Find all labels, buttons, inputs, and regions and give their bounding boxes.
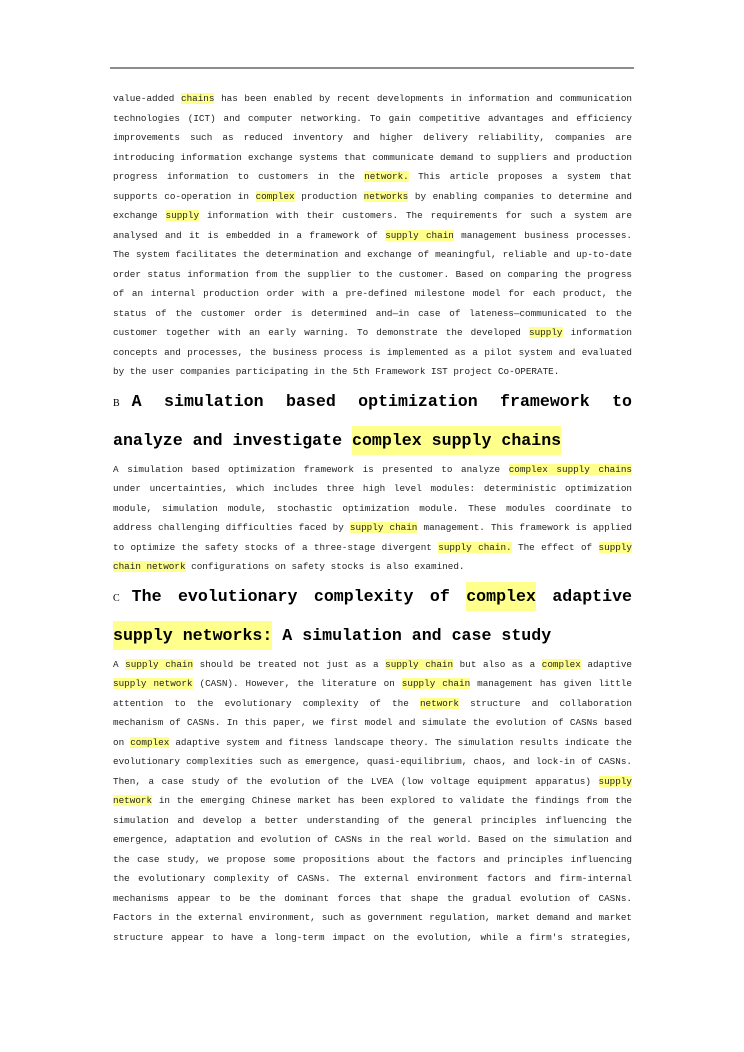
highlighted-term: supply chain. — [438, 541, 512, 553]
text-segment: has been enabled by recent developments in information and communication — [214, 93, 632, 104]
text-segment: evolutionary complexities such as emergence, quasi-equilibrium, chaos, and lock-in of CASNs. — [113, 756, 632, 767]
text-segment: should be treated not just as a — [193, 658, 386, 670]
heading-line — [113, 382, 632, 421]
abstract-paragraph — [113, 655, 632, 948]
text-segment: The system facilitates the determination and exchange of meaningful, reliable and up-to-date — [113, 249, 632, 260]
text-line — [113, 713, 632, 733]
text-line — [113, 323, 632, 343]
text-segment: adaptive — [535, 586, 632, 606]
highlighted-term: complex — [130, 736, 170, 748]
text-segment: configurations on safety stocks is also examined. — [185, 561, 465, 572]
highlighted-term: networks — [363, 190, 409, 202]
text-line — [113, 128, 632, 148]
highlighted-term: supply — [598, 541, 633, 553]
text-line — [113, 694, 632, 714]
highlighted-term: supply networks: — [113, 621, 272, 650]
text-line — [113, 538, 632, 558]
highlighted-term: supply chain — [401, 678, 471, 689]
text-line — [113, 908, 632, 928]
text-line — [113, 109, 632, 129]
section-heading — [113, 577, 632, 655]
text-segment: progress information to customers in the — [113, 171, 365, 182]
text-line — [113, 89, 632, 109]
text-segment: emergence, adaptation and evolution of CASNs in the real world. Based on the simulation and — [113, 834, 632, 845]
abstract-paragraph — [113, 460, 632, 577]
text-segment: technologies (ICT) and computer networking. To gain competitive advantages and efficiency — [113, 112, 632, 124]
text-segment: but also as a — [453, 658, 542, 670]
text-line — [113, 869, 632, 889]
header-rule — [110, 67, 634, 69]
text-segment: concepts and processes, the business process is implemented as a pilot system and evaluated — [113, 346, 632, 358]
text-line — [113, 928, 632, 948]
highlighted-term: supply chain — [349, 522, 418, 533]
text-segment: attention to the evolutionary complexity of the — [113, 697, 420, 709]
text-line — [113, 518, 632, 538]
highlighted-term: supply chain — [385, 229, 454, 241]
text-line — [113, 343, 632, 363]
section-label: B — [113, 397, 120, 409]
section-heading — [113, 382, 632, 460]
text-segment: of an internal production order with a pre-defined milestone model for each product, the — [113, 288, 632, 299]
text-segment: simulation and develop a better understanding of the general principles influencing the — [113, 814, 632, 826]
text-line — [113, 148, 632, 168]
text-segment: Then, a case study of the evolution of the LVEA (low voltage equipment apparatus) — [113, 775, 599, 787]
text-segment: on — [113, 736, 131, 748]
text-line — [113, 206, 632, 226]
highlighted-term: supply — [598, 775, 632, 787]
text-line — [113, 850, 632, 870]
text-segment: production — [294, 190, 364, 202]
text-segment: analysed and it is embedded in a framework of — [113, 229, 386, 241]
text-segment: the case study, we propose some propositions about the factors and principles influencing — [113, 853, 632, 865]
text-segment: status of the customer order is determined and—in case of lateness—communicated to the — [113, 307, 632, 319]
highlighted-term: chains — [180, 93, 215, 104]
text-line — [113, 499, 632, 519]
text-segment: management has given little — [470, 678, 632, 689]
text-line — [113, 830, 632, 850]
text-line — [113, 304, 632, 324]
text-line — [113, 655, 632, 675]
text-line — [113, 265, 632, 285]
text-segment: A — [113, 658, 126, 670]
highlighted-term: chain network — [113, 561, 186, 572]
text-segment: information with their customers. The requirements for such a system are — [199, 210, 632, 221]
text-segment: order status information from the supplier to the customer. Based on comparing the progress — [113, 268, 632, 280]
text-segment: supports co-operation in — [113, 190, 256, 202]
text-segment: mechanism of CASNs. In this paper, we first model and simulate the evolution of CASNs based — [113, 717, 632, 728]
highlighted-term: complex — [541, 658, 581, 670]
text-line — [113, 245, 632, 265]
text-segment: A simulation based optimization framework to — [131, 391, 632, 411]
text-segment: by the user companies participating in the 5th Framework IST project Co-OPERATE. — [113, 366, 560, 377]
text-segment: management. This framework is applied — [417, 522, 632, 533]
text-segment: by enabling companies to determine and — [408, 190, 632, 202]
text-segment: Factors in the external environment, such as government regulation, market demand and market — [113, 912, 632, 923]
highlighted-term: network — [419, 697, 460, 709]
text-segment: exchange — [113, 210, 166, 221]
text-line — [113, 889, 632, 909]
text-segment: improvements such as reduced inventory and higher delivery reliability, companies are — [113, 132, 632, 143]
highlighted-term: supply network — [113, 678, 193, 689]
text-line — [113, 362, 632, 382]
text-segment: The evolutionary complexity of — [131, 586, 467, 606]
heading-line — [113, 577, 632, 616]
highlighted-term: supply — [529, 327, 563, 338]
text-segment: adaptive — [580, 658, 633, 670]
highlighted-term: complex supply chains — [508, 463, 632, 475]
text-line — [113, 460, 632, 480]
text-line — [113, 557, 632, 577]
text-line — [113, 752, 632, 772]
text-line — [113, 772, 632, 792]
text-segment: analyze and investigate — [113, 430, 352, 450]
text-segment: the evolutionary complexity of CASNs. The external environment factors and firm-internal — [113, 873, 632, 884]
text-segment: under uncertainties, which includes three high level modules: deterministic optimization — [113, 483, 632, 494]
text-line — [113, 791, 632, 811]
text-line — [113, 284, 632, 304]
text-segment: (CASN). However, the literature on — [192, 678, 402, 689]
text-segment: This article proposes a system that — [408, 171, 632, 182]
text-segment: structure appear to have a long-term impact on the evolution, while a firm's strategies, — [113, 931, 632, 943]
text-line — [113, 733, 632, 753]
text-segment: to optimize the safety stocks of a three-stage divergent — [113, 541, 439, 553]
text-line — [113, 674, 632, 694]
text-segment: mechanisms appear to be the dominant forces that shape the gradual evolution of CASNs. — [113, 892, 632, 904]
document-body — [113, 89, 632, 947]
highlighted-term: supply chain — [385, 658, 454, 670]
text-segment: customer together with an early warning. To demonstrate the developed — [113, 327, 530, 338]
text-segment: A simulation and case study — [272, 625, 552, 645]
highlighted-term: complex — [466, 582, 536, 611]
highlighted-term: supply — [165, 210, 200, 221]
text-line — [113, 479, 632, 499]
highlighted-term: network — [113, 795, 153, 806]
abstract-paragraph — [113, 89, 632, 382]
text-line — [113, 226, 632, 246]
heading-line — [113, 421, 632, 460]
text-line — [113, 811, 632, 831]
text-segment: information — [562, 327, 632, 338]
text-segment: The effect of — [511, 541, 599, 553]
heading-line — [113, 616, 632, 655]
section-label: C — [113, 592, 120, 604]
highlighted-term: complex — [255, 190, 295, 202]
text-segment: module, simulation module, stochastic optimization module. These modules coordinate to — [113, 502, 632, 514]
text-segment: A simulation based optimization framework is presented to analyze — [113, 463, 509, 475]
text-segment: address challenging difficulties faced by — [113, 522, 350, 533]
highlighted-term: supply chain — [125, 658, 194, 670]
text-segment: value-added — [113, 93, 181, 104]
highlighted-term: network. — [364, 171, 409, 182]
text-segment: management business processes. — [453, 229, 633, 241]
text-segment: adaptive system and fitness landscape theory. The simulation results indicate the — [169, 736, 632, 748]
text-segment: structure and collaboration — [459, 697, 633, 709]
highlighted-term: complex supply chains — [352, 426, 561, 455]
text-segment: in the emerging Chinese market has been explored to validate the findings from the — [152, 795, 632, 806]
text-segment: introducing information exchange systems that communicate demand to suppliers and production — [113, 151, 632, 163]
text-line — [113, 187, 632, 207]
text-line — [113, 167, 632, 187]
